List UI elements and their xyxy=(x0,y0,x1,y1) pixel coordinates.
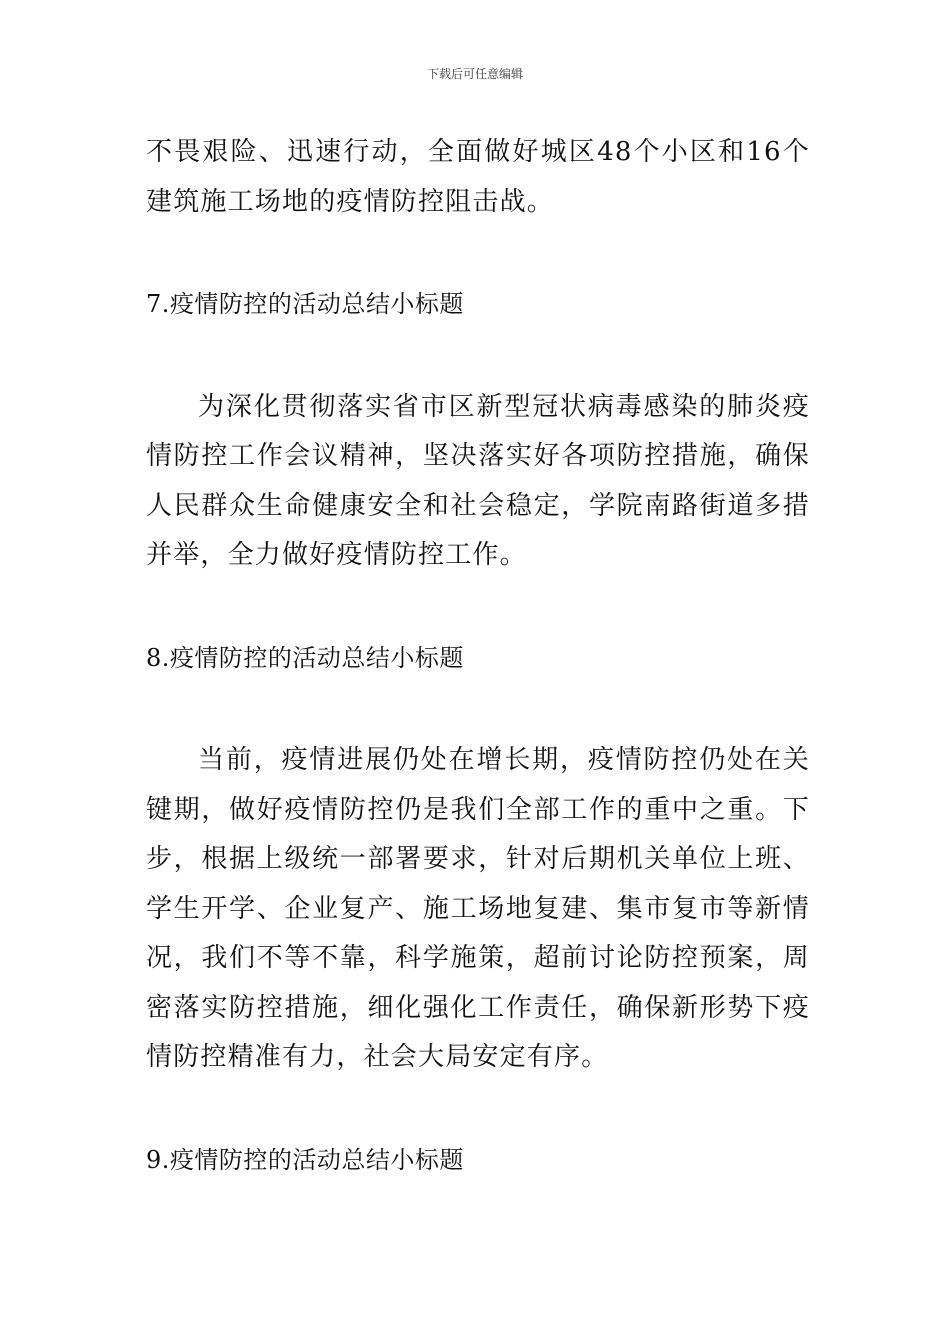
section-heading-8: 8.疫情防控的活动总结小标题 xyxy=(146,643,464,672)
paragraph-3: 当前，疫情进展仍处在增长期，疫情防控仍处在关键期，做好疫情防控仍是我们全部工作的重中之重。下步，根据上级统一部署要求，针对后期机关单位上班、学生开学、企业复产、施工场地复建、集市复市等新情况，我们不等不靠，科学施策，超前讨论防控预案，周密落实防控措施，细化强化工作责任，确保新形势下疫情防控精准有力，社会大局安定有序。 xyxy=(146,745,810,1072)
section-heading-7: 7.疫情防控的活动总结小标题 xyxy=(146,290,464,318)
document-body xyxy=(146,128,810,1185)
page-header: 下载后可任意编辑 xyxy=(426,67,523,81)
paragraph-1: 不畏艰险、迅速行动，全面做好城区48个小区和16个建筑施工场地的疫情防控阻击战。 xyxy=(146,137,810,217)
paragraph-2: 为深化贯彻落实省市区新型冠状病毒感染的肺炎疫情防控工作会议精神，坚决落实好各项防控措施，确保人民群众生命健康安全和社会稳定，学院南路街道多措并举，全力做好疫情防控工作。 xyxy=(146,391,810,570)
section-heading-9: 9.疫情防控的活动总结小标题 xyxy=(146,1145,464,1174)
